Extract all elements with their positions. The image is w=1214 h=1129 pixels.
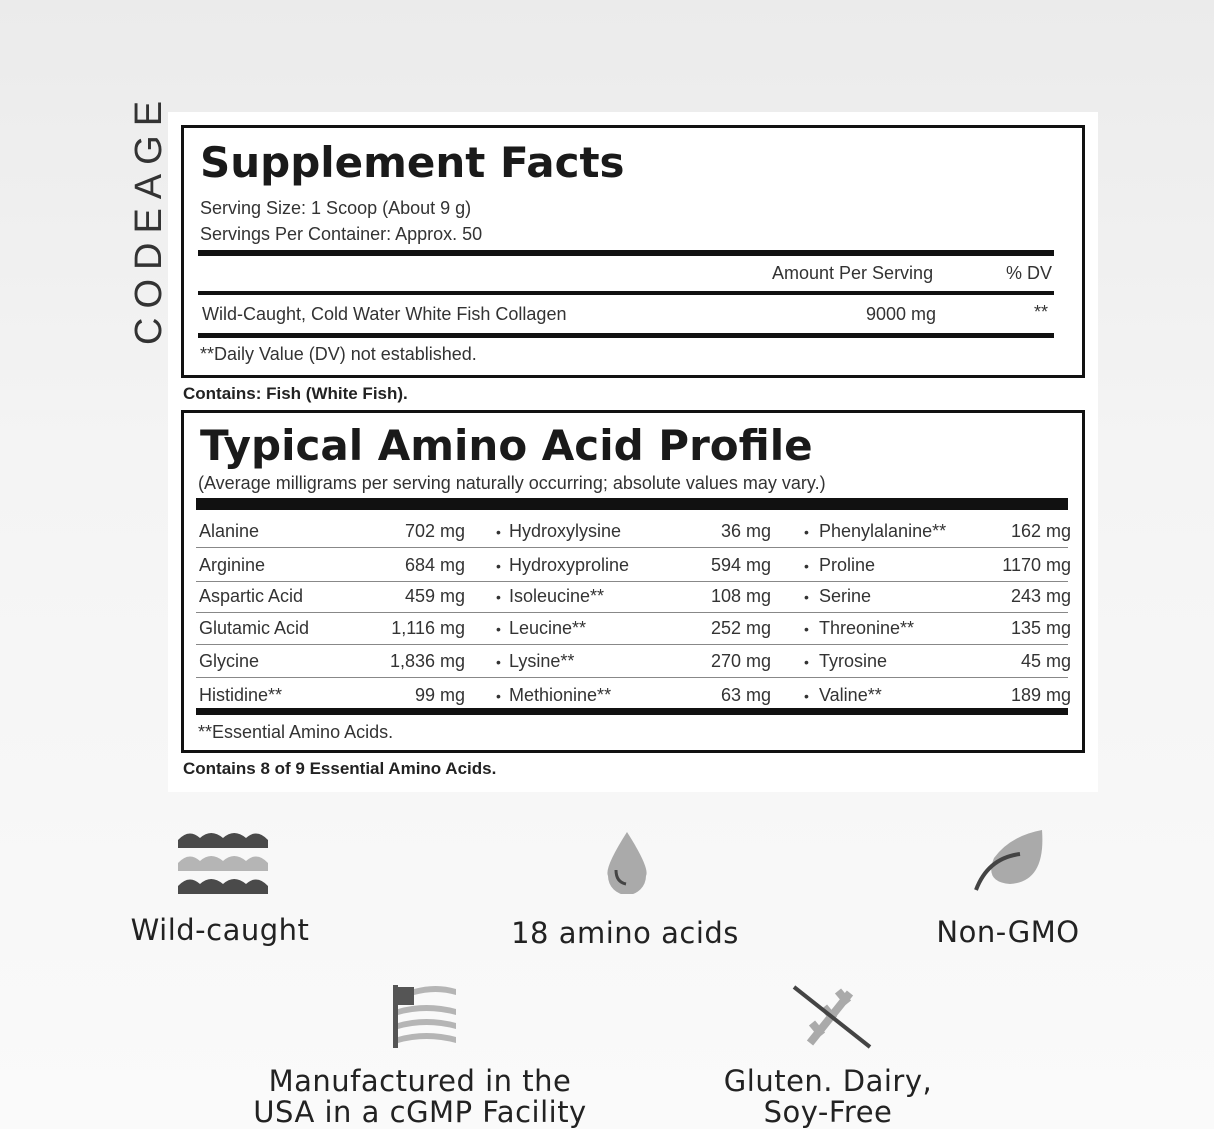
amino-row (196, 517, 1071, 547)
amino-value: 45 mg (1020, 651, 1071, 671)
amino-name: Serine (819, 586, 872, 606)
amino-name: Hydroxyproline (509, 555, 630, 575)
bullet-separator: • (804, 589, 809, 605)
serving-size: Serving Size: 1 Scoop (About 9 g) (200, 198, 472, 218)
servings-per-container: Servings Per Container: Approx. 50 (200, 224, 483, 244)
no-gluten-icon (790, 983, 874, 1049)
supplement-title: Supplement Facts (200, 138, 625, 187)
amino-value: 684 mg (404, 555, 465, 575)
drop-icon (602, 830, 652, 894)
amino-value: 36 mg (720, 521, 771, 541)
amino-subtitle: (Average milligrams per serving naturally occurring; absolute values may vary.) (198, 473, 826, 493)
supplement-facts-box (181, 125, 1085, 378)
feature-allergen-free (700, 1066, 956, 1128)
bullet-separator: • (496, 589, 501, 605)
bullet-separator: • (804, 524, 809, 540)
waves-icon (176, 828, 270, 896)
feature-free-line1: Gluten. Dairy, (723, 1064, 933, 1098)
amino-value: 108 mg (710, 586, 771, 606)
bullet-separator: • (496, 688, 501, 704)
amino-name: Threonine** (819, 618, 915, 638)
feature-usa-line2: USA in a cGMP Facility (253, 1095, 587, 1129)
amino-value: 1170 mg (1002, 555, 1071, 575)
amino-value: 63 mg (720, 685, 771, 705)
leaf-icon (970, 828, 1046, 894)
amino-row (196, 551, 1071, 581)
amino-value: 162 mg (1010, 521, 1071, 541)
amino-profile-box (181, 410, 1085, 753)
amino-value: 189 mg (1010, 685, 1071, 705)
dv-footnote: **Daily Value (DV) not established. (200, 344, 477, 364)
amino-row (196, 647, 1071, 677)
amino-row (196, 614, 1071, 644)
ingredient-name: Wild-Caught, Cold Water White Fish Collagen (202, 304, 567, 324)
bullet-separator: • (804, 621, 809, 637)
amino-name: Leucine** (509, 618, 587, 638)
row-divider (196, 644, 1068, 645)
col-dv: % DV (1006, 263, 1053, 283)
amino-name: Valine** (819, 685, 882, 705)
amino-name: Glutamic Acid (199, 618, 310, 638)
amino-name: Hydroxylysine (509, 521, 622, 541)
amino-name: Aspartic Acid (199, 586, 304, 606)
amino-name: Alanine (199, 521, 260, 541)
amino-value: 99 mg (414, 685, 465, 705)
ingredient-amount: 9000 mg (866, 304, 937, 324)
row-divider (196, 677, 1068, 678)
bullet-separator: • (496, 524, 501, 540)
amino-name: Methionine** (509, 685, 612, 705)
feature-free-line2: Soy-Free (763, 1095, 893, 1129)
amino-name: Tyrosine (819, 651, 888, 671)
amino-value: 459 mg (404, 586, 465, 606)
brand-logo: CODEAGE (128, 91, 170, 345)
feature-amino-acids: 18 amino acids (511, 916, 739, 950)
feature-non-gmo: Non-GMO (936, 915, 1080, 949)
bullet-separator: • (496, 654, 501, 670)
bullet-separator: • (496, 558, 501, 574)
row-divider (196, 547, 1068, 548)
col-amount: Amount Per Serving (772, 263, 934, 283)
amino-value: 702 mg (404, 521, 465, 541)
amino-value: 243 mg (1010, 586, 1071, 606)
amino-name: Phenylalanine** (819, 521, 947, 541)
amino-row (196, 582, 1071, 612)
amino-title: Typical Amino Acid Profile (200, 421, 813, 470)
bullet-separator: • (804, 688, 809, 704)
feature-usa (240, 1066, 600, 1128)
amino-name: Lysine** (509, 651, 575, 671)
feature-usa-line1: Manufactured in the (268, 1064, 572, 1098)
amino-value: 1,836 mg (389, 651, 465, 671)
amino-value: 594 mg (710, 555, 771, 575)
ingredient-dv: ** (1034, 302, 1049, 322)
row-divider (196, 612, 1068, 613)
amino-name: Histidine** (199, 685, 283, 705)
essential-footnote: **Essential Amino Acids. (198, 722, 394, 742)
bullet-separator: • (496, 621, 501, 637)
bullet-separator: • (804, 654, 809, 670)
amino-value: 270 mg (710, 651, 771, 671)
amino-value: 1,116 mg (391, 618, 465, 638)
allergen-note: Contains: Fish (White Fish). (183, 384, 408, 403)
amino-name: Glycine (199, 651, 260, 671)
amino-value: 252 mg (710, 618, 771, 638)
amino-value: 135 mg (1010, 618, 1071, 638)
feature-wild-caught: Wild-caught (130, 913, 310, 947)
essential-note: Contains 8 of 9 Essential Amino Acids. (183, 759, 497, 778)
amino-name: Arginine (199, 555, 266, 575)
amino-name: Isoleucine** (509, 586, 605, 606)
bullet-separator: • (804, 558, 809, 574)
amino-row (196, 681, 1071, 711)
amino-name: Proline (819, 555, 876, 575)
flag-icon (390, 983, 460, 1049)
